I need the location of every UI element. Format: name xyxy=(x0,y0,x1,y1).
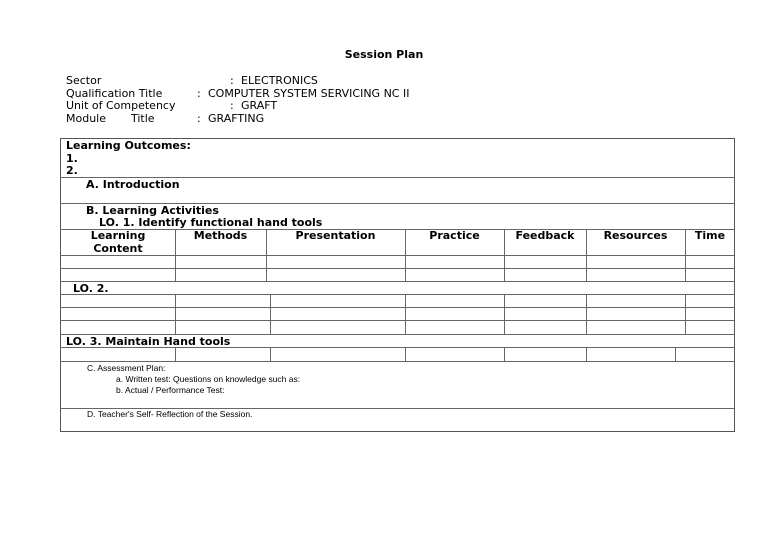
col-divider xyxy=(405,347,406,361)
introduction-heading: A. Introduction xyxy=(86,178,180,191)
col-header-resources: Resources xyxy=(603,229,668,242)
col-divider xyxy=(270,347,271,361)
lo1-heading: LO. 1. Identify functional hand tools xyxy=(99,216,323,229)
unit-sep: : xyxy=(230,99,234,112)
assessment-item-written: a. Written test: Questions on knowledge such as: xyxy=(116,374,301,384)
col-header-time: Time xyxy=(694,229,726,242)
col-header-feedback: Feedback xyxy=(515,229,575,242)
teacher-reflection: D. Teacher's Self- Reflection of the Session. xyxy=(87,409,253,419)
col-divider xyxy=(504,294,505,334)
col-divider xyxy=(270,294,271,334)
col-header-presentation: Presentation xyxy=(295,229,376,242)
module-value: GRAFTING xyxy=(208,111,265,125)
unit-label: Unit of Competency xyxy=(66,99,176,112)
col-header-learning-line1: Learning xyxy=(90,229,146,242)
lo3-heading: LO. 3. Maintain Hand tools xyxy=(66,335,231,348)
col-divider xyxy=(685,294,686,334)
page-title: Session Plan xyxy=(344,48,424,61)
col-header-methods: Methods xyxy=(193,229,248,242)
learning-activities-heading: B. Learning Activities xyxy=(86,204,219,217)
col-divider xyxy=(405,294,406,334)
lo2-heading: LO. 2. xyxy=(73,282,109,295)
module-row xyxy=(66,111,265,126)
row-divider xyxy=(60,294,735,295)
learning-outcomes-heading: Learning Outcomes: xyxy=(66,139,191,152)
unit-value: GRAFT xyxy=(241,99,278,112)
row-divider xyxy=(60,307,735,308)
row-divider xyxy=(60,268,735,269)
row-divider xyxy=(60,281,735,282)
col-header-content-line2: Content xyxy=(93,241,143,255)
col-header-practice: Practice xyxy=(429,229,480,242)
module-label-title: Title xyxy=(131,111,155,125)
assessment-plan-heading: C. Assessment Plan: xyxy=(87,363,166,373)
col-divider xyxy=(504,347,505,361)
assessment-item-performance: b. Actual / Performance Test: xyxy=(116,385,225,395)
module-label: Module xyxy=(66,111,106,125)
row-divider xyxy=(60,361,735,362)
sector-sep: : xyxy=(230,74,234,87)
col-divider xyxy=(675,347,676,361)
col-header-learning-content xyxy=(60,230,176,255)
sector-value: ELECTRONICS xyxy=(241,74,318,87)
qualification-label: Qualification Title xyxy=(66,86,163,100)
col-divider xyxy=(586,347,587,361)
sector-label: Sector xyxy=(66,74,102,87)
col-divider xyxy=(175,294,176,334)
learning-outcome-2: 2. xyxy=(66,164,78,177)
qualification-value: COMPUTER SYSTEM SERVICING NC II xyxy=(208,86,410,100)
col-divider xyxy=(586,294,587,334)
qualification-sep: : xyxy=(197,86,201,100)
module-sep: : xyxy=(197,111,201,125)
row-divider xyxy=(60,255,735,256)
col-divider xyxy=(175,347,176,361)
learning-outcome-1: 1. xyxy=(66,151,78,165)
row-divider xyxy=(60,320,735,321)
